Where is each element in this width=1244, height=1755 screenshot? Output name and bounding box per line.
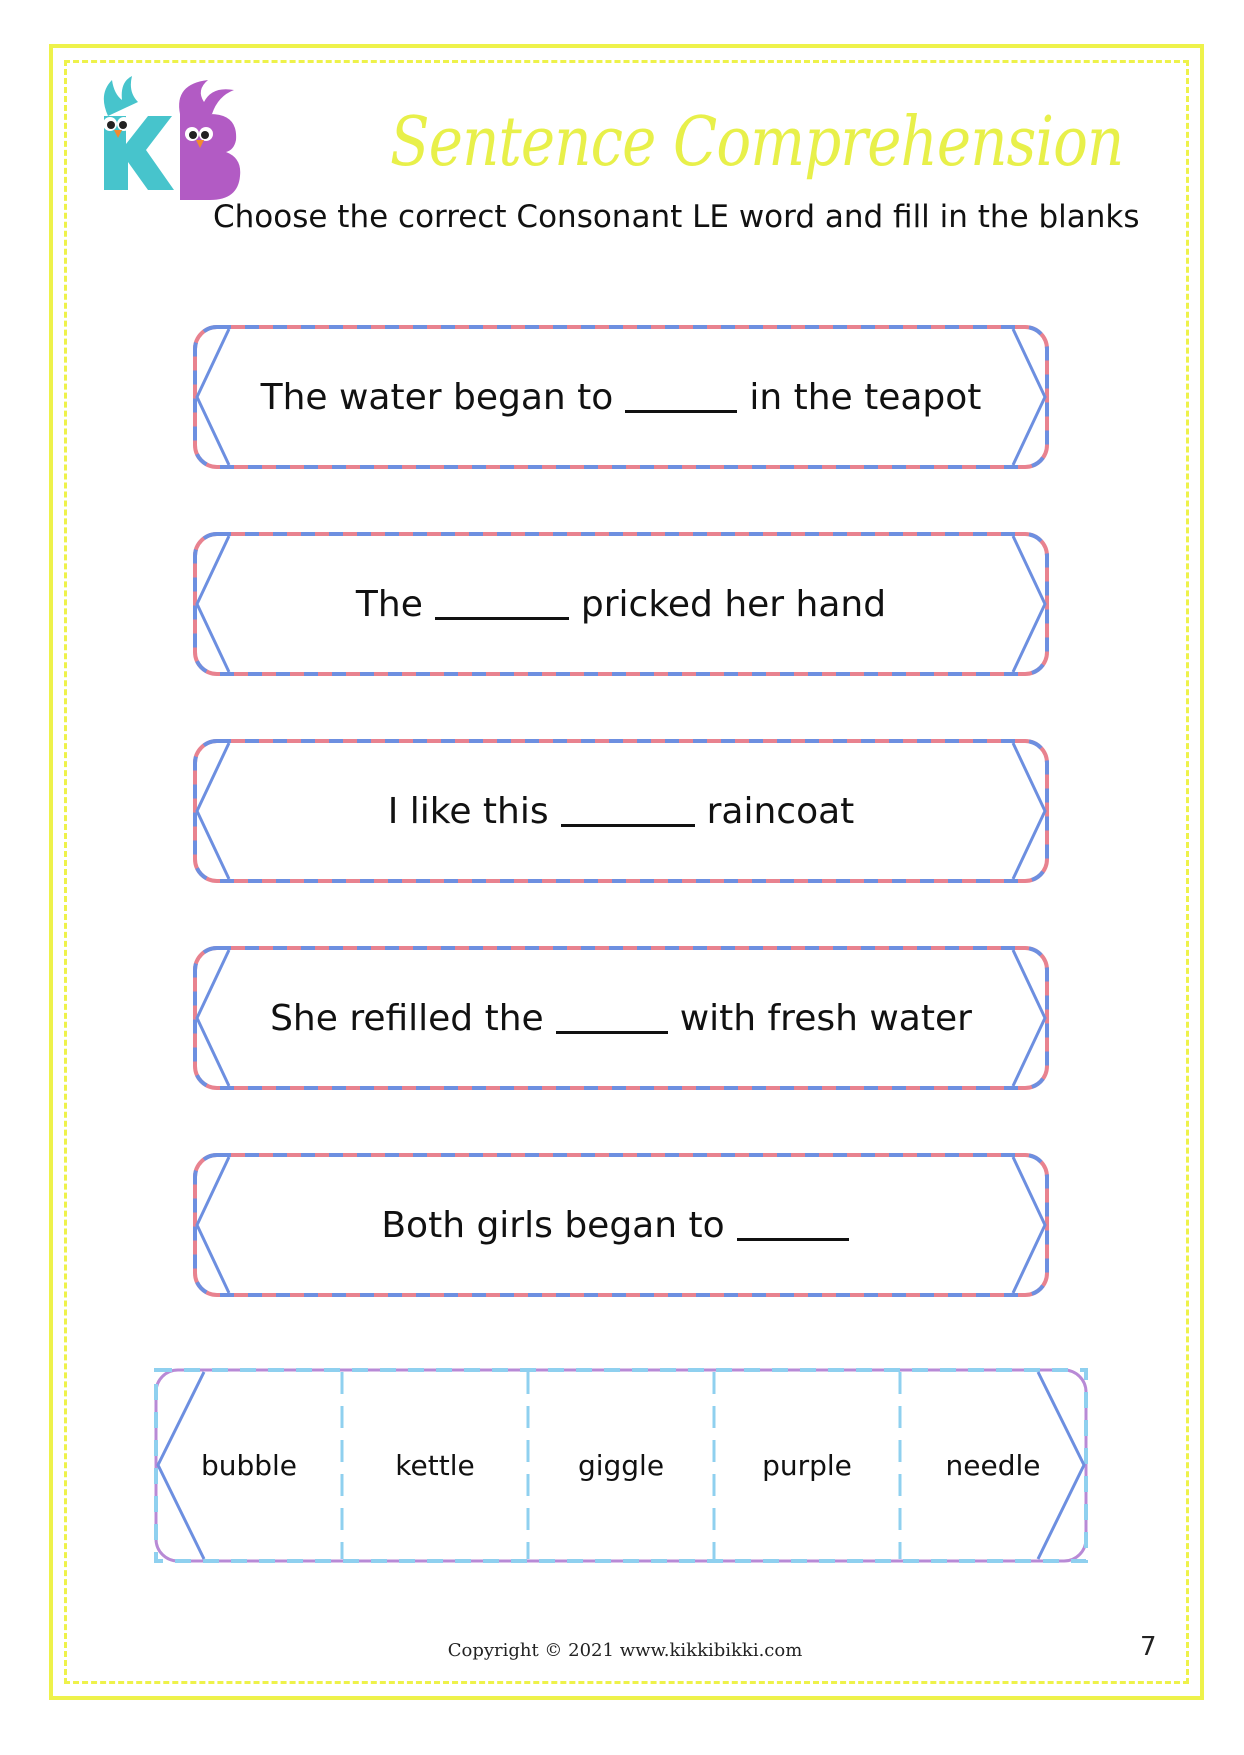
logo-kb-icon xyxy=(86,74,246,214)
sentence-4 xyxy=(193,946,1049,1090)
sentence-1 xyxy=(193,325,1049,469)
answer-blank[interactable] xyxy=(561,796,695,827)
sentence-5-before: Both girls began to xyxy=(381,1204,725,1246)
sentence-3-before: I like this xyxy=(387,790,549,832)
word-bank-item[interactable]: needle xyxy=(945,1449,1041,1482)
page-number: 7 xyxy=(1140,1632,1157,1662)
word-bank-item[interactable]: kettle xyxy=(395,1449,475,1482)
word-bank-item[interactable]: bubble xyxy=(200,1449,298,1482)
copyright-footer: Copyright © 2021 www.kikkibikki.com xyxy=(447,1640,803,1661)
word-bank-item[interactable]: purple xyxy=(762,1449,852,1482)
sentence-5 xyxy=(193,1153,1049,1297)
sentence-2-after: pricked her hand xyxy=(580,583,887,625)
answer-blank[interactable] xyxy=(737,1210,849,1241)
sentence-box-1 xyxy=(193,325,1049,469)
word-bank-item[interactable]: giggle xyxy=(577,1449,665,1482)
answer-blank[interactable] xyxy=(435,589,569,620)
sentence-2 xyxy=(193,532,1049,676)
sentence-4-before: She refilled the xyxy=(270,997,544,1039)
sentence-4-after: with fresh water xyxy=(679,997,972,1039)
sentence-1-before: The water began to xyxy=(260,376,614,418)
instruction-text: Choose the correct Consonant LE word and fill in the blanks xyxy=(213,199,1140,235)
page-title: Sentence Comprehension xyxy=(390,103,1124,182)
answer-blank[interactable] xyxy=(556,1003,668,1034)
sentence-box-5 xyxy=(193,1153,1049,1297)
answer-blank[interactable] xyxy=(625,382,737,413)
sentence-box-2 xyxy=(193,532,1049,676)
sentence-3-after: raincoat xyxy=(706,790,855,832)
sentence-1-after: in the teapot xyxy=(749,376,982,418)
sentence-3 xyxy=(193,739,1049,883)
sentence-2-before: The xyxy=(355,583,423,625)
sentence-box-3 xyxy=(193,739,1049,883)
word-bank xyxy=(154,1368,1088,1563)
sentence-box-4 xyxy=(193,946,1049,1090)
